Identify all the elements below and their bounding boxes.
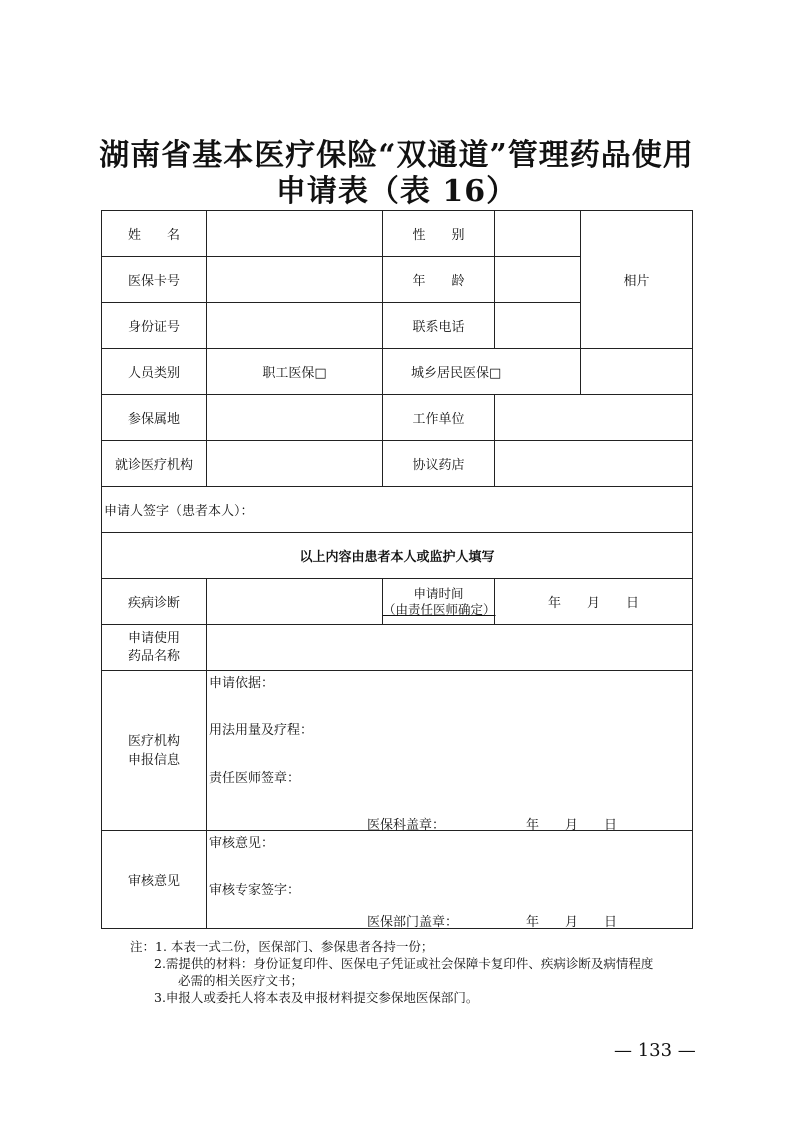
note-line-1: 注：1. 本表一式二份，医保部门、参保患者各持一份； [130,939,434,954]
apply-time-label [383,579,495,625]
page-number: — 133 — [614,1040,696,1061]
expert-sign-label: 审核专家签字： [209,883,301,898]
gender-field[interactable] [495,211,581,257]
filled-by-note: 以上内容由患者本人或监护人填写 [102,533,693,579]
page-title-line-1: 湖南省基本医疗保险“双通道”管理药品使用 [99,138,694,173]
gender-label: 性别 [383,211,495,257]
phone-label: 联系电话 [383,303,495,349]
drug-name-label-1: 申请使用 [127,630,180,646]
phone-field[interactable] [495,303,581,349]
work-unit-label: 工作单位 [383,395,495,441]
apply-time-label-sub [383,602,494,618]
basis-label: 申请依据： [209,676,275,691]
drug-name-field[interactable] [207,625,693,671]
notes [130,938,653,1006]
apply-date-field[interactable]: 年 月 日 [495,579,693,625]
dosage-label: 用法用量及疗程： [209,723,314,738]
photo-label: 相片 [623,274,650,289]
age-label: 年龄 [383,257,495,303]
pharmacy-label: 协议药店 [383,441,495,487]
signature-label: 申请人签字（患者本人）： [104,504,254,519]
review-field[interactable] [207,831,693,929]
option-resident[interactable]: 城乡居民医保□ [383,349,581,395]
dept-stamp-date: 年 月 日 [526,915,618,930]
medical-info-label [102,671,207,831]
id-field[interactable] [207,303,383,349]
apply-time-label-main: 申请时间 [413,585,464,601]
dept-stamp-label: 医保部门盖章： [367,915,459,930]
diagnosis-field[interactable] [207,579,383,625]
age-field[interactable] [495,257,581,303]
hospital-label: 就诊医疗机构 [102,441,207,487]
drug-name-label [102,625,207,671]
work-unit-field[interactable] [495,395,693,441]
insured-place-label: 参保属地 [102,395,207,441]
card-field[interactable] [207,257,383,303]
apply-time-sub-text: （由责任医师确定） [383,601,496,617]
photo-box[interactable] [581,211,693,349]
option-employee[interactable]: 职工医保□ [207,349,383,395]
review-label: 审核意见 [102,831,207,929]
empty-cell [581,349,693,395]
medical-info-field[interactable] [207,671,693,831]
review-opinion-label: 审核意见： [209,836,275,851]
insured-place-field[interactable] [207,395,383,441]
note-line-4: 3.申报人或委托人将本表及申报材料提交参保地医保部门。 [154,990,479,1005]
doctor-sign-label: 责任医师签章： [209,771,301,786]
application-form [101,210,693,929]
card-label: 医保卡号 [102,257,207,303]
insurance-stamp-date: 年 月 日 [526,818,618,833]
diagnosis-label: 疾病诊断 [102,579,207,625]
medical-info-label-1: 医疗机构 [127,733,180,749]
name-label: 姓名 [102,211,207,257]
pharmacy-field[interactable] [495,441,693,487]
page-title-line-2: 申请表（表 16） [275,174,518,209]
name-field[interactable] [207,211,383,257]
category-label: 人员类别 [102,349,207,395]
hospital-field[interactable] [207,441,383,487]
note-line-2: 2.需提供的材料：身份证复印件、医保电子凭证或社会保障卡复印件、疾病诊断及病情程度 [154,956,654,971]
drug-name-label-2: 药品名称 [127,648,180,664]
medical-info-label-2: 申报信息 [127,752,180,768]
note-line-3: 必需的相关医疗文书； [178,973,304,988]
insurance-stamp-label: 医保科盖章： [367,818,446,833]
id-label: 身份证号 [102,303,207,349]
signature-field[interactable] [102,487,693,533]
